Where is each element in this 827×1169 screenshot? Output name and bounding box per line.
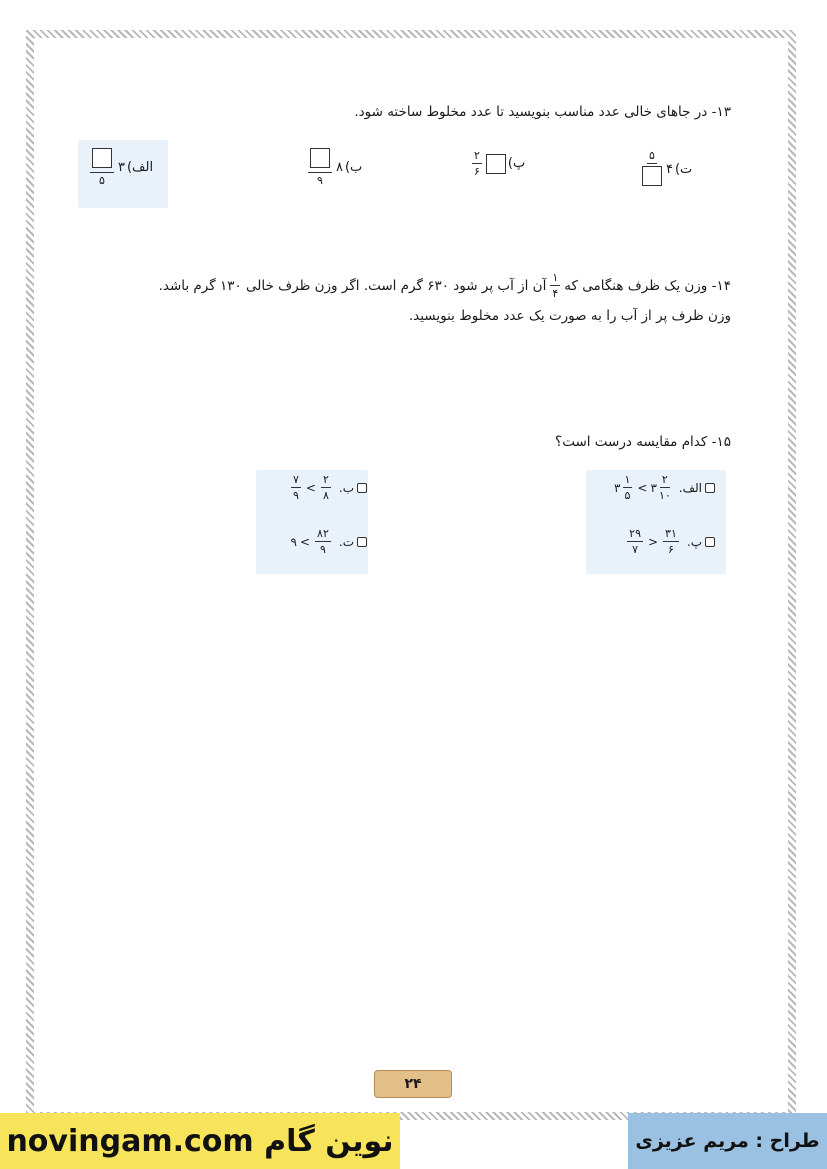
brand-footer: novingam.com نوین گام [0, 1113, 400, 1169]
option-checkbox[interactable] [357, 483, 367, 493]
option-checkbox[interactable] [705, 537, 715, 547]
q15-title: ۱۵- کدام مقایسه درست است؟ [555, 434, 731, 450]
blank-numerator-box[interactable] [92, 148, 112, 168]
q15-option-d[interactable]: ت. ۹ < $\frac{۸۲}{۹}$ [291, 528, 367, 555]
q13-item-d: ت) ۴ ۵ [640, 150, 692, 188]
q14-line1: ۱۴- وزن یک ظرف هنگامی که $\frac{۱}{۴}$ آن از آب پر شود ۶۳۰ گرم است. اگر وزن ظرف خالی ۱۳۰ گرم باشد. [158, 271, 731, 300]
designer-footer: طراح : مریم عزیزی [628, 1113, 827, 1169]
blank-whole-box[interactable] [486, 154, 506, 174]
q13-item-c: پ) $\frac{۲}{۶}$ [474, 149, 526, 178]
q15-option-b[interactable]: ب. $\frac{۷}{۹}$ < $\frac{۲}{۸}$ [289, 474, 367, 501]
q13-title: ۱۳- در جاهای خالی عدد مناسب بنویسید تا عدد مخلوط ساخته شود. [354, 104, 731, 120]
q15-option-c[interactable]: پ. $\frac{۲۹}{۷}$ > $\frac{۳۱}{۶}$ [625, 528, 715, 555]
option-checkbox[interactable] [357, 537, 367, 547]
q15-option-a[interactable]: الف. ۳ $\frac{۱}{۵}$ < ۳ $\frac{۲}{۱۰}$ [614, 474, 715, 501]
option-checkbox[interactable] [705, 483, 715, 493]
q14-line2: وزن ظرف پر از آب را به صورت یک عدد مخلوط بنویسید. [408, 308, 731, 324]
blank-denominator-box[interactable] [642, 166, 662, 186]
q13-item-b: ب) ۸ ۹ [306, 148, 362, 186]
blank-numerator-box[interactable] [310, 148, 330, 168]
page-number-badge: ۲۴ [374, 1070, 452, 1098]
q13-item-a: الف) ۳ ۵ [88, 148, 153, 186]
